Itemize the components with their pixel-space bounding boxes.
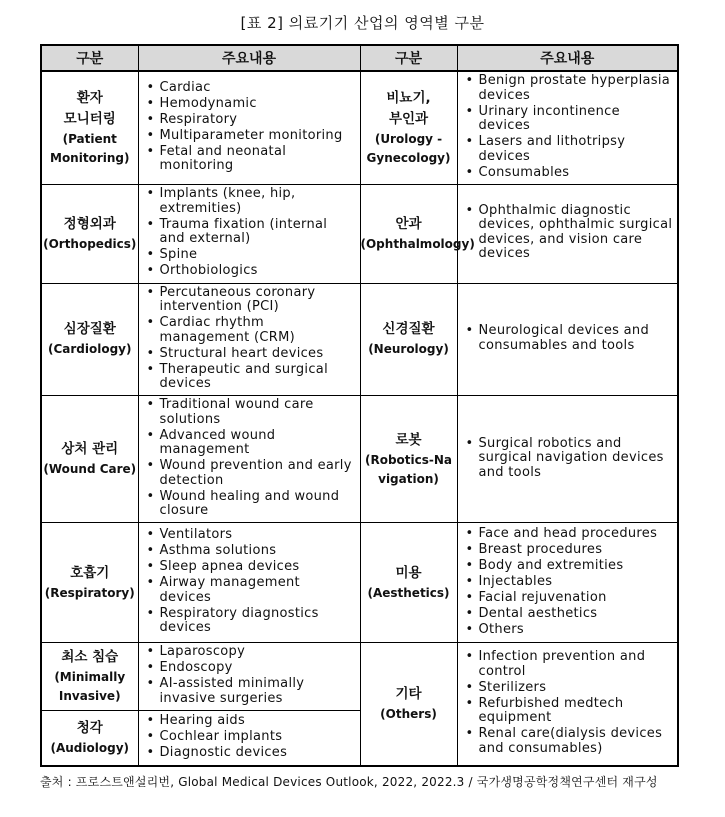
list-item: • Ophthalmic diagnostic devices, ophthalmic surgical devices, and vision care devices xyxy=(464,204,674,262)
list-item: • Therapeutic and surgical devices xyxy=(145,363,356,392)
items-cell xyxy=(138,283,360,396)
items-cell xyxy=(457,184,678,283)
category-cell xyxy=(41,184,138,283)
list-item: • Lasers and lithotripsy devices xyxy=(464,135,674,164)
list-item: • Refurbished medtech equipment xyxy=(464,697,674,726)
list-item: • Diagnostic devices xyxy=(145,746,356,761)
list-item: • Consumables xyxy=(464,166,674,181)
category-name-en: (Respiratory) xyxy=(44,585,135,600)
category-name-ko: 호흡기 xyxy=(70,564,110,581)
item-list xyxy=(458,202,678,266)
list-item: • Face and head procedures xyxy=(464,527,674,542)
category-name-en: (Audiology) xyxy=(50,740,129,755)
header-category-right: 구분 xyxy=(360,45,457,71)
category-cell xyxy=(41,523,138,643)
category-name-en: (Orthopedics) xyxy=(43,236,137,251)
category-name-en: (Patient xyxy=(62,131,117,146)
category-name-ko: 최소 침습 xyxy=(61,648,119,665)
list-item: • Sterilizers xyxy=(464,681,674,696)
list-item: • Hemodynamic xyxy=(145,97,356,112)
list-item: • Asthma solutions xyxy=(145,544,356,559)
category-name-ko: 청각 xyxy=(76,719,103,736)
items-cell xyxy=(138,523,360,643)
category-name-en: (Cardiology) xyxy=(47,342,132,357)
items-cell xyxy=(457,71,678,184)
list-item: • Cardiac rhythm management (CRM) xyxy=(145,316,356,345)
category-name-ko: 비뇨기, xyxy=(386,89,431,106)
list-item: • Body and extremities xyxy=(464,559,674,574)
list-item: • Traditional wound care solutions xyxy=(145,398,356,427)
list-item: • Neurological devices and consumables and tools xyxy=(464,324,674,353)
medical-device-table xyxy=(40,44,679,767)
list-item: • Airway management devices xyxy=(145,576,356,605)
category-name-en: (Wound Care) xyxy=(43,462,137,476)
table-row xyxy=(41,71,678,184)
list-item: • Spine xyxy=(145,248,356,263)
list-item: • Facial rejuvenation xyxy=(464,591,674,606)
item-list xyxy=(139,284,360,396)
table-row xyxy=(41,523,678,643)
list-item: • Surgical robotics and surgical navigation devices and tools xyxy=(464,437,674,481)
list-item: • Dental aesthetics xyxy=(464,607,674,622)
list-item: • Sleep apnea devices xyxy=(145,560,356,575)
list-item: • Wound healing and wound closure xyxy=(145,490,356,519)
category-name-en: Invasive) xyxy=(58,688,121,703)
category-name-ko: 안과 xyxy=(395,215,422,232)
category-name-en: Monitoring) xyxy=(50,150,130,165)
item-list xyxy=(139,396,360,522)
list-item: • Laparoscopy xyxy=(145,645,356,660)
category-name-en: (Ophthalmology) xyxy=(360,236,475,251)
item-list xyxy=(458,322,678,357)
item-list xyxy=(139,643,360,710)
items-cell xyxy=(138,396,360,523)
list-item: • Percutaneous coronary intervention (PCI) xyxy=(145,286,356,315)
list-item: • Ventilators xyxy=(145,528,356,543)
category-name-en: (Robotics-Na xyxy=(364,452,453,467)
list-item: • Infection prevention and control xyxy=(464,650,674,679)
category-name-ko: 상처 관리 xyxy=(61,441,119,457)
category-name-en: (Others) xyxy=(380,707,437,721)
list-item: • Trauma fixation (internal and external) xyxy=(145,218,356,247)
category-name-ko: 로봇 xyxy=(395,431,422,448)
item-list xyxy=(139,79,360,178)
items-cell xyxy=(138,71,360,184)
category-cell xyxy=(41,643,138,711)
category-cell xyxy=(360,643,457,767)
list-item: • Orthobiologics xyxy=(145,264,356,279)
list-item: • Structural heart devices xyxy=(145,347,356,362)
category-cell xyxy=(360,283,457,396)
list-item: • Fetal and neonatal monitoring xyxy=(145,145,356,174)
category-name-en: Gynecology) xyxy=(366,150,451,165)
item-list xyxy=(458,72,678,184)
items-cell xyxy=(138,710,360,766)
items-cell xyxy=(138,643,360,711)
list-item: • Multiparameter monitoring xyxy=(145,129,356,144)
category-cell xyxy=(360,71,457,184)
category-name-ko: 심장질환 xyxy=(63,321,116,338)
category-name-ko: 정형외과 xyxy=(63,215,116,232)
category-name-ko: 모니터링 xyxy=(63,110,116,127)
item-list xyxy=(139,712,360,764)
list-item: • Breast procedures xyxy=(464,543,674,558)
table-caption: [표 2] 의료기기 산업의 영역별 구분 xyxy=(240,14,485,32)
header-content-right: 주요내용 xyxy=(457,45,678,71)
table-row xyxy=(41,396,678,523)
category-name-ko: 기타 xyxy=(395,686,422,702)
category-name-en: (Minimally xyxy=(54,669,126,684)
category-name-ko: 미용 xyxy=(395,564,422,581)
list-item: • Respiratory diagnostics devices xyxy=(145,607,356,636)
category-cell xyxy=(41,396,138,523)
category-cell xyxy=(41,710,138,766)
category-cell xyxy=(41,283,138,396)
list-item: • Benign prostate hyperplasia devices xyxy=(464,74,674,103)
category-name-en: vigation) xyxy=(378,471,439,486)
list-item: • Cochlear implants xyxy=(145,730,356,745)
table-row xyxy=(41,283,678,396)
header-row xyxy=(41,45,678,71)
category-name-ko: 신경질환 xyxy=(382,321,435,338)
table-row xyxy=(41,643,678,711)
items-cell xyxy=(457,283,678,396)
category-cell xyxy=(360,523,457,643)
list-item: • AI-assisted minimally invasive surgeries xyxy=(145,677,356,706)
source-note: 출처 : 프로스트앤설리번, Global Medical Devices Outlook, 2022, 2022.3 / 국가생명공학정책연구센터 재구성 xyxy=(40,775,658,789)
header-content-left: 주요내용 xyxy=(138,45,360,71)
items-cell xyxy=(457,523,678,643)
item-list xyxy=(458,648,678,760)
list-item: • Injectables xyxy=(464,575,674,590)
category-name-en: (Neurology) xyxy=(368,342,449,357)
header-category-left: 구분 xyxy=(41,45,138,71)
item-list xyxy=(458,525,678,641)
list-item: • Others xyxy=(464,623,674,638)
list-item: • Advanced wound management xyxy=(145,429,356,458)
items-cell xyxy=(457,643,678,767)
list-item: • Endoscopy xyxy=(145,661,356,676)
list-item: • Implants (knee, hip, extremities) xyxy=(145,187,356,216)
category-name-en: (Urology - xyxy=(374,131,443,146)
category-name-en: (Aesthetics) xyxy=(367,585,450,600)
list-item: • Wound prevention and early detection xyxy=(145,459,356,488)
table-row xyxy=(41,184,678,283)
items-cell xyxy=(138,184,360,283)
category-cell xyxy=(360,396,457,523)
list-item: • Respiratory xyxy=(145,113,356,128)
list-item: • Renal care(dialysis devices and consumables) xyxy=(464,727,674,756)
items-cell xyxy=(457,396,678,523)
category-cell xyxy=(41,71,138,184)
list-item: • Hearing aids xyxy=(145,714,356,729)
item-list xyxy=(139,526,360,639)
list-item: • Urinary incontinence devices xyxy=(464,105,674,134)
item-list xyxy=(139,185,360,282)
category-cell xyxy=(360,184,475,283)
category-name-ko: 환자 xyxy=(76,89,103,106)
item-list xyxy=(458,435,678,484)
category-name-ko: 부인과 xyxy=(388,110,429,127)
list-item: • Cardiac xyxy=(145,81,356,96)
